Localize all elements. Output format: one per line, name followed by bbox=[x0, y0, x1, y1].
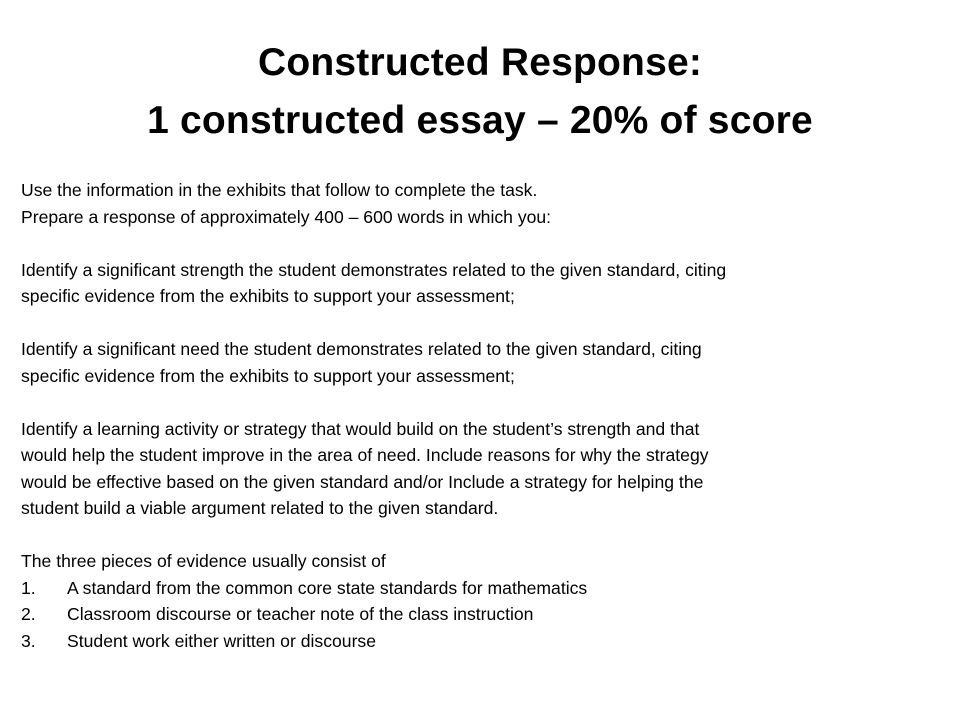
list-item-number: 2. bbox=[21, 604, 36, 624]
list-item-text: Student work either written or discourse bbox=[67, 630, 377, 651]
need-line-2: specific evidence from the exhibits to support your assessment; bbox=[21, 365, 515, 386]
list-item-text: Classroom discourse or teacher note of the class instruction bbox=[67, 604, 534, 624]
activity-line-3: would be effective based on the given standard and/or Include a strategy for helping the bbox=[21, 471, 704, 492]
activity-line-4: student build a viable argument related to the given standard. bbox=[21, 498, 499, 518]
paragraph-spacer bbox=[21, 230, 941, 257]
paragraph-spacer bbox=[21, 310, 941, 337]
activity-line-2: would help the student improve in the area of need. Include reasons for why the strategy bbox=[21, 445, 709, 465]
list-item-number: 3. bbox=[21, 630, 36, 651]
slide-title bbox=[0, 34, 960, 150]
paragraph-spacer bbox=[21, 389, 941, 416]
title-line-2: 1 constructed essay – 20% of score bbox=[147, 99, 813, 142]
evidence-intro: The three pieces of evidence usually consist of bbox=[21, 551, 386, 571]
need-line-1: Identify a significant need the student demonstrates related to the given standard, citing bbox=[21, 339, 702, 359]
title-line-1: Constructed Response: bbox=[257, 41, 703, 84]
activity-line-1: Identify a learning activity or strategy that would build on the student’s strength and that bbox=[21, 418, 700, 439]
task-instructions bbox=[21, 177, 941, 654]
list-item bbox=[21, 575, 941, 602]
intro-line-1: Use the information in the exhibits that follow to complete the task. bbox=[21, 180, 538, 200]
list-item bbox=[21, 601, 941, 628]
list-item-number: 1. bbox=[21, 577, 36, 598]
evidence-list bbox=[21, 575, 941, 655]
paragraph-spacer bbox=[21, 522, 941, 549]
list-item-text: A standard from the common core state standards for mathematics bbox=[67, 577, 588, 598]
strength-line-2: specific evidence from the exhibits to support your assessment; bbox=[21, 286, 515, 306]
intro-line-2: Prepare a response of approximately 400 – 600 words in which you: bbox=[21, 206, 552, 227]
list-item bbox=[21, 628, 941, 655]
strength-line-1: Identify a significant strength the student demonstrates related to the given standard, citing bbox=[21, 259, 727, 280]
